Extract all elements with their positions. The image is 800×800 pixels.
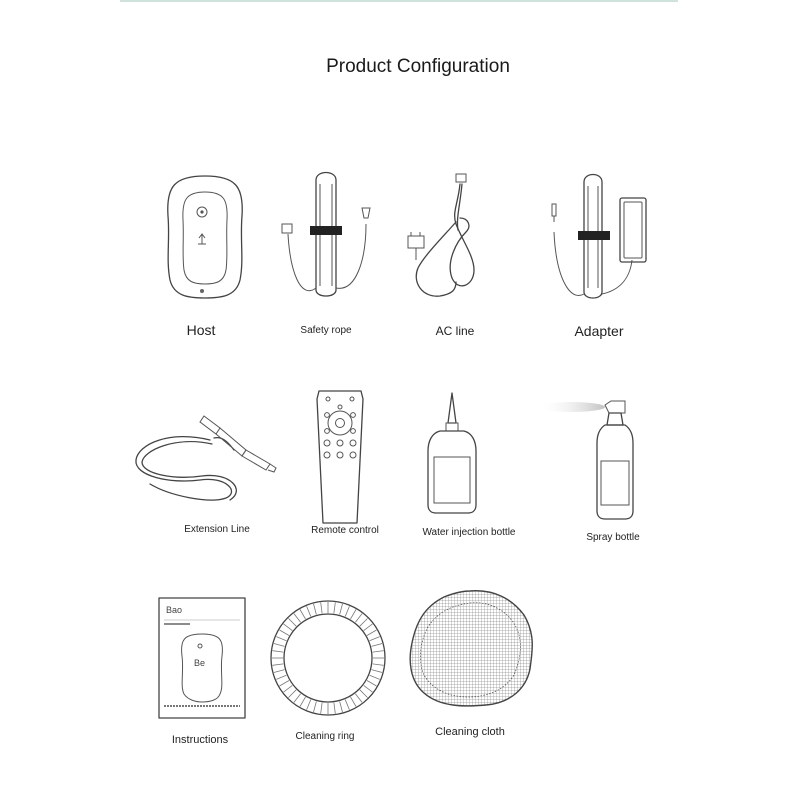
item-spray-bottle	[535, 385, 685, 545]
item-cleaning-cloth	[400, 585, 540, 745]
cleaning-ring-icon	[260, 590, 400, 730]
item-label: Cleaning ring	[295, 731, 355, 742]
item-water-injection-bottle	[410, 385, 530, 545]
ring-tooth	[294, 694, 301, 703]
ring-tooth	[360, 618, 368, 626]
manual-device-mark: Be	[194, 658, 206, 668]
item-label: Instructions	[171, 734, 229, 746]
ring-tooth	[307, 606, 311, 616]
water-injection-bottle-icon	[410, 385, 530, 525]
ring-tooth	[284, 685, 293, 692]
ring-tooth	[355, 614, 362, 623]
item-cleaning-ring	[260, 590, 400, 750]
ring-tooth	[314, 604, 317, 615]
ring-tooth	[367, 630, 377, 636]
ring-tooth	[288, 618, 296, 626]
ring-tooth	[371, 670, 382, 673]
cleaning-cloth-icon	[400, 585, 540, 715]
ring-tooth	[364, 624, 373, 631]
ring-tooth	[360, 690, 368, 698]
item-label: AC line	[435, 324, 475, 338]
ring-tooth	[334, 703, 335, 714]
item-label: Water injection bottle	[422, 527, 516, 538]
ring-tooth	[371, 644, 382, 647]
ring-tooth	[345, 700, 349, 710]
ring-tooth	[367, 681, 377, 687]
instruction-manual-icon	[150, 590, 260, 720]
item-label: Cleaning cloth	[435, 726, 505, 738]
item-instructions	[150, 590, 260, 750]
ring-tooth	[340, 701, 343, 712]
top-divider	[120, 0, 678, 2]
window-cleaning-robot-icon	[150, 160, 260, 310]
ring-tooth	[364, 685, 373, 692]
ring-tooth	[351, 610, 357, 620]
ring-tooth	[307, 700, 311, 710]
ac-power-cord-icon	[400, 160, 510, 310]
ring-tooth	[276, 675, 286, 679]
ring-tooth	[274, 644, 285, 647]
power-adapter-icon	[540, 160, 660, 310]
manual-brand: Bao	[166, 605, 183, 615]
extension-cable-icon	[130, 400, 290, 520]
ring-tooth	[300, 697, 306, 707]
item-safety-rope	[270, 160, 382, 350]
safety-rope-icon	[270, 160, 382, 310]
spray-bottle-icon	[535, 385, 685, 525]
item-extension-line	[130, 400, 290, 550]
ring-tooth	[280, 630, 290, 636]
ring-tooth	[276, 637, 286, 641]
ring-tooth	[355, 694, 362, 703]
ring-tooth	[274, 670, 285, 673]
item-label: Extension Line	[184, 524, 250, 535]
page-title: Product Configuration	[326, 56, 510, 77]
item-ac-line	[400, 160, 510, 350]
item-label: Remote control	[311, 525, 379, 536]
ring-tooth	[272, 664, 283, 665]
ring-tooth	[280, 681, 290, 687]
remote-control-icon	[305, 385, 385, 525]
ring-tooth	[373, 664, 384, 665]
ring-tooth	[340, 604, 343, 615]
ring-tooth	[294, 614, 301, 623]
item-label: Adapter	[574, 323, 624, 339]
ring-tooth	[321, 703, 322, 714]
ring-tooth	[373, 651, 384, 652]
ring-tooth	[351, 697, 357, 707]
item-label: Spray bottle	[586, 532, 640, 543]
item-remote-control	[305, 385, 385, 545]
ring-tooth	[334, 602, 335, 613]
ring-tooth	[321, 602, 322, 613]
item-label: Host	[186, 322, 216, 338]
item-label: Safety rope	[300, 325, 352, 336]
ring-tooth	[345, 606, 349, 616]
item-adapter	[540, 160, 660, 350]
ring-tooth	[314, 701, 317, 712]
ring-tooth	[370, 675, 380, 679]
item-host	[150, 160, 260, 350]
ring-tooth	[288, 690, 296, 698]
ring-tooth	[272, 651, 283, 652]
ring-tooth	[300, 610, 306, 620]
ring-tooth	[284, 624, 293, 631]
ring-tooth	[370, 637, 380, 641]
